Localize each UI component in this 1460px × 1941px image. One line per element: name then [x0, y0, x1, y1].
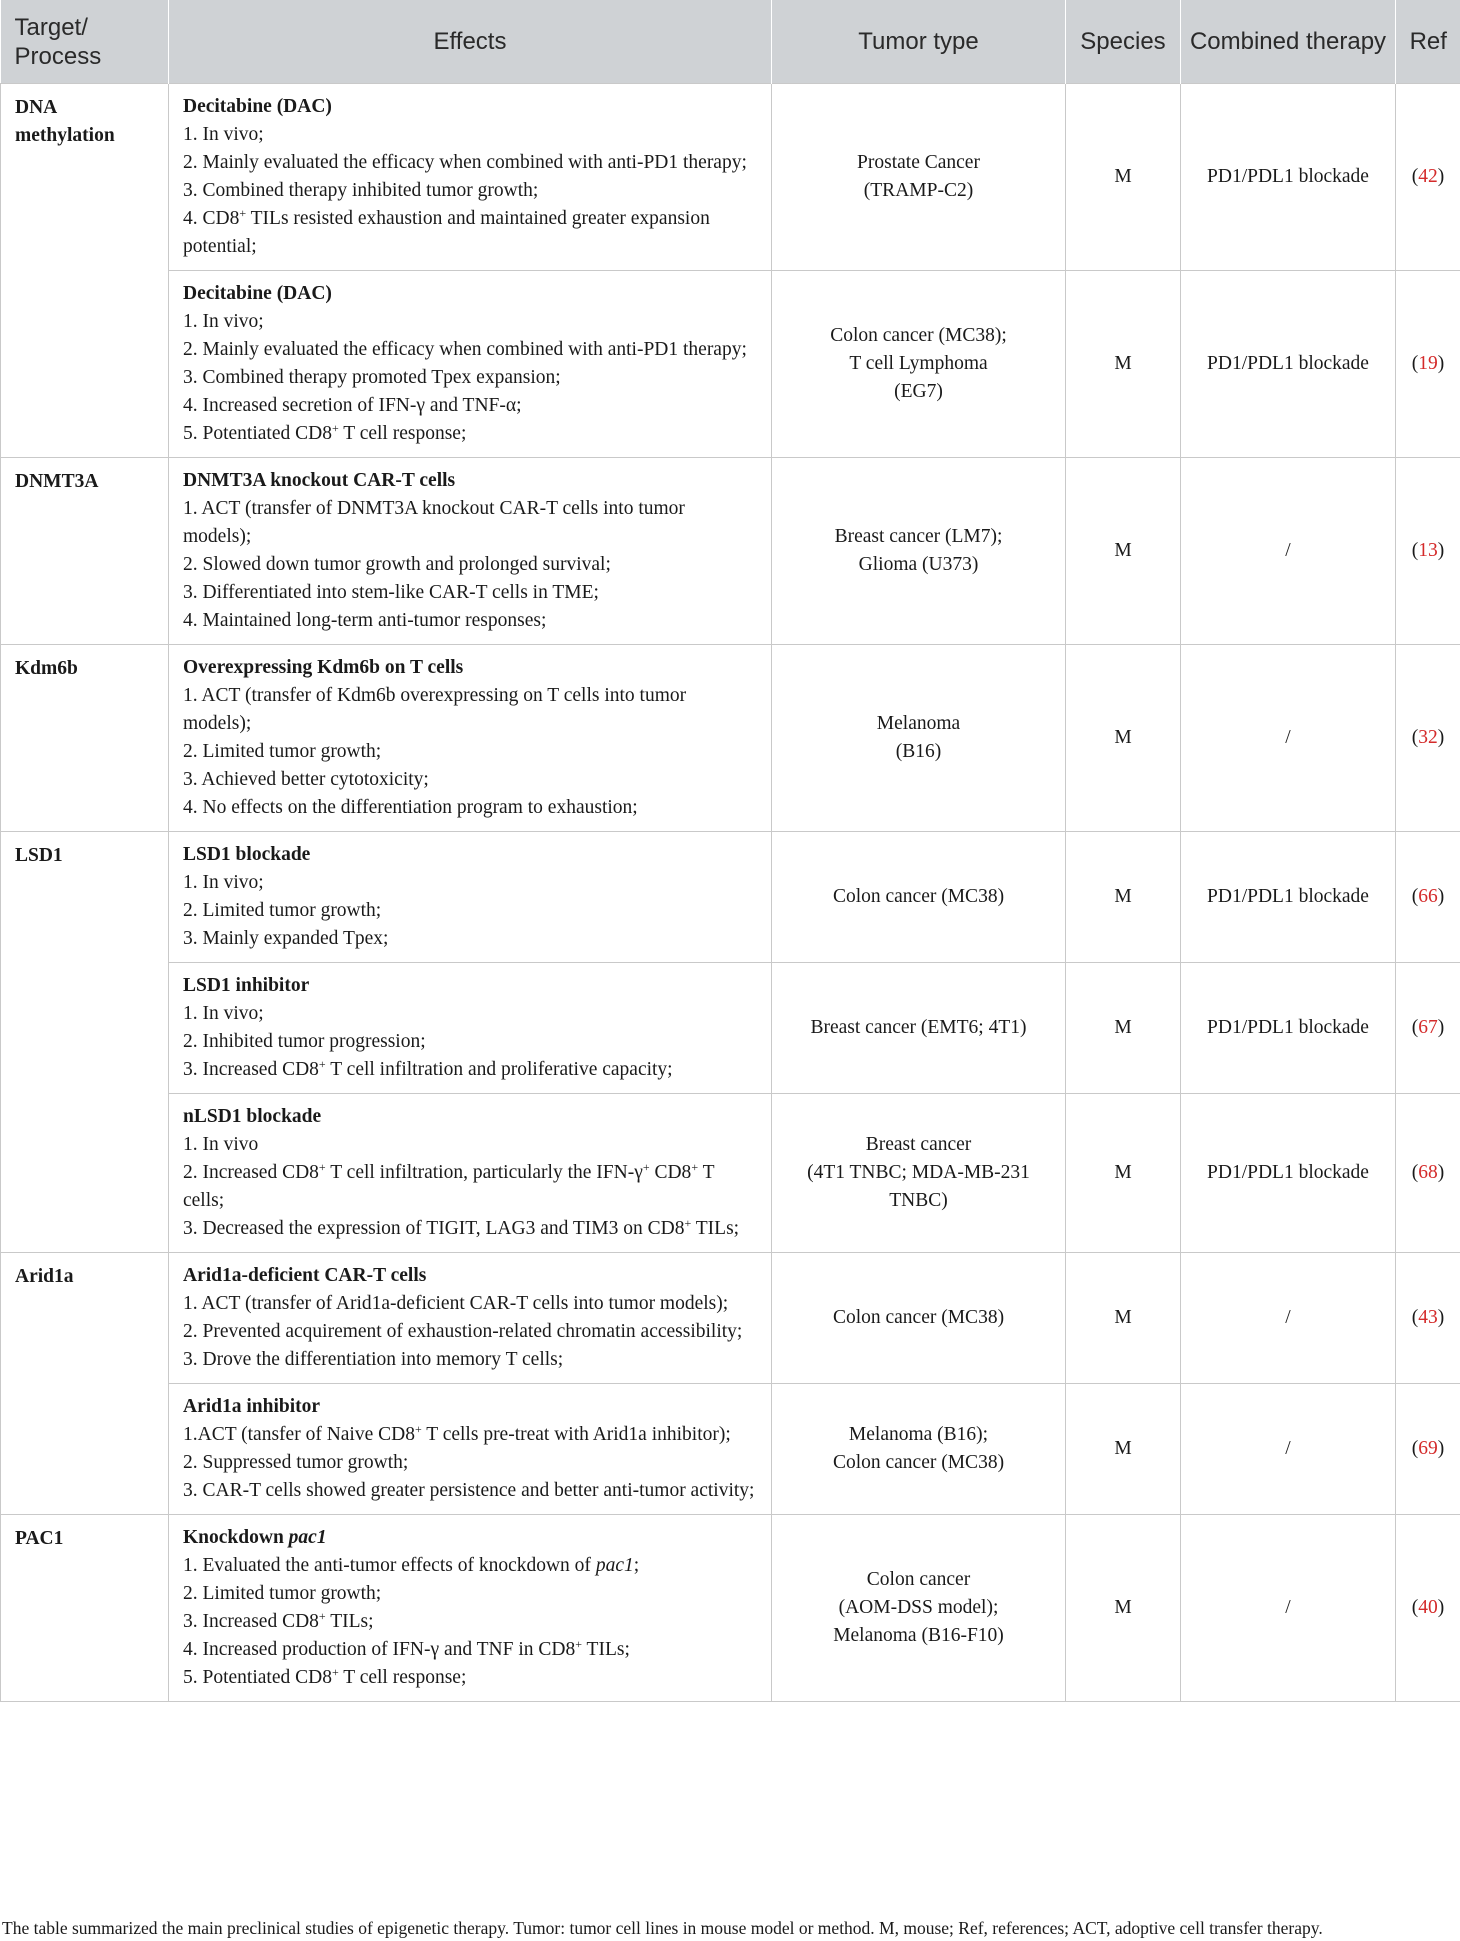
header-combined-therapy: Combined therapy	[1181, 0, 1396, 84]
effects-line: 2. Increased CD8+ T cell infiltration, particularly the IFN-γ+ CD8+ T cells;	[183, 1160, 715, 1211]
effects-line: 2. Mainly evaluated the efficacy when combined with anti-PD1 therapy;	[183, 339, 747, 360]
tumor-type-line: (EG7)	[894, 381, 943, 402]
effects-line: 1. ACT (transfer of Arid1a-deficient CAR-T cells into tumor models);	[183, 1293, 729, 1314]
effects-line: 2. Inhibited tumor progression;	[183, 1031, 426, 1052]
header-effects: Effects	[169, 0, 772, 84]
reference-link[interactable]: 68	[1418, 1162, 1438, 1183]
effects-line: 2. Limited tumor growth;	[183, 741, 382, 762]
reference-link[interactable]: 19	[1418, 353, 1438, 374]
effects-line: 2. Slowed down tumor growth and prolonged survival;	[183, 554, 611, 575]
table-row	[1, 832, 1460, 963]
effects-line: 4. Increased secretion of IFN-γ and TNF-α;	[183, 395, 522, 416]
tumor-type-line: TNBC)	[889, 1190, 948, 1211]
combined-therapy-cell: PD1/PDL1 blockade	[1181, 1094, 1396, 1253]
combined-therapy-cell: /	[1181, 1384, 1396, 1515]
species-cell: M	[1066, 963, 1181, 1094]
tumor-type-line: Breast cancer (EMT6; 4T1)	[810, 1017, 1027, 1038]
tumor-type-cell	[772, 84, 1066, 271]
tumor-type-cell	[772, 458, 1066, 645]
target-cell: Arid1a	[1, 1253, 169, 1515]
tumor-type-line: Colon cancer (MC38)	[832, 1452, 1005, 1473]
tumor-type-line: Melanoma (B16-F10)	[833, 1625, 1004, 1646]
ref-cell: (42)	[1396, 84, 1460, 271]
reference-link[interactable]: 43	[1418, 1307, 1438, 1328]
tumor-type-line: T cell Lymphoma	[849, 353, 988, 374]
effects-line: 2. Suppressed tumor growth;	[183, 1452, 409, 1473]
combined-therapy-cell: PD1/PDL1 blockade	[1181, 271, 1396, 458]
species-cell: M	[1066, 1515, 1181, 1702]
effects-line: 2. Limited tumor growth;	[183, 900, 382, 921]
effects-line: 2. Mainly evaluated the efficacy when combined with anti-PD1 therapy;	[183, 152, 747, 173]
reference-link[interactable]: 66	[1418, 886, 1438, 907]
tumor-type-line: Melanoma (B16);	[848, 1424, 989, 1445]
table-footnote: The table summarized the main preclinical studies of epigenetic therapy. Tumor: tumor cell lines in mouse model or method. M, mouse; Ref, references; ACT, adoptive cell transfer therapy.	[2, 1918, 1323, 1938]
tumor-type-line: (4T1 TNBC; MDA-MB-231	[807, 1162, 1030, 1183]
reference-link[interactable]: 67	[1418, 1017, 1438, 1038]
reference-link[interactable]: 32	[1418, 727, 1438, 748]
species-cell: M	[1066, 1384, 1181, 1515]
species-cell: M	[1066, 832, 1181, 963]
target-cell: Kdm6b	[1, 645, 169, 832]
tumor-type-cell	[772, 1253, 1066, 1384]
effects-title: LSD1 inhibitor	[183, 975, 310, 996]
effects-line: 3. Achieved better cytotoxicity;	[183, 769, 429, 790]
effects-title: Decitabine (DAC)	[183, 283, 332, 304]
effects-line: 1. ACT (transfer of DNMT3A knockout CAR-T cells into tumor models);	[183, 498, 685, 547]
effects-line: 1. Evaluated the anti-tumor effects of knockdown of pac1;	[183, 1555, 640, 1576]
effects-title: Arid1a-deficient CAR-T cells	[183, 1265, 427, 1286]
effects-cell	[169, 458, 772, 645]
effects-cell	[169, 1094, 772, 1253]
effects-line: 2. Prevented acquirement of exhaustion-related chromatin accessibility;	[183, 1321, 743, 1342]
tumor-type-cell	[772, 832, 1066, 963]
tumor-type-line: Melanoma	[876, 713, 961, 734]
effects-line: 2. Limited tumor growth;	[183, 1583, 382, 1604]
ref-cell: (40)	[1396, 1515, 1460, 1702]
effects-title: Overexpressing Kdm6b on T cells	[183, 657, 464, 678]
species-cell: M	[1066, 84, 1181, 271]
species-cell: M	[1066, 1094, 1181, 1253]
table-row	[1, 645, 1460, 832]
ref-cell: (13)	[1396, 458, 1460, 645]
effects-line: 1. In vivo;	[183, 124, 264, 145]
tumor-type-line: Prostate Cancer	[857, 152, 980, 173]
target-cell: PAC1	[1, 1515, 169, 1702]
combined-therapy-cell: /	[1181, 645, 1396, 832]
tumor-type-line: Breast cancer (LM7);	[834, 526, 1003, 547]
header-row	[1, 0, 1460, 84]
tumor-type-line: (B16)	[895, 741, 942, 762]
effects-line: 5. Potentiated CD8+ T cell response;	[183, 421, 467, 444]
tumor-type-line: (AOM-DSS model);	[838, 1597, 999, 1618]
ref-cell: (67)	[1396, 963, 1460, 1094]
table-row	[1, 458, 1460, 645]
ref-cell: (68)	[1396, 1094, 1460, 1253]
combined-therapy-cell: /	[1181, 1515, 1396, 1702]
table-row	[1, 1094, 1460, 1253]
reference-link[interactable]: 69	[1418, 1438, 1438, 1459]
reference-link[interactable]: 13	[1418, 540, 1438, 561]
tumor-type-cell	[772, 271, 1066, 458]
reference-link[interactable]: 40	[1418, 1597, 1438, 1618]
species-cell: M	[1066, 1253, 1181, 1384]
target-cell: LSD1	[1, 832, 169, 1253]
table-row	[1, 84, 1460, 271]
tumor-type-line: Breast cancer	[865, 1134, 972, 1155]
ref-cell: (43)	[1396, 1253, 1460, 1384]
effects-line: 3. Increased CD8+ T cell infiltration and proliferative capacity;	[183, 1057, 673, 1080]
tumor-type-cell	[772, 1094, 1066, 1253]
ref-cell: (66)	[1396, 832, 1460, 963]
effects-line: 4. No effects on the differentiation program to exhaustion;	[183, 797, 638, 818]
effects-title: Decitabine (DAC)	[183, 96, 332, 117]
effects-cell	[169, 1384, 772, 1515]
effects-cell	[169, 84, 772, 271]
tumor-type-line: Glioma (U373)	[858, 554, 979, 575]
header-tumor-type: Tumor type	[772, 0, 1066, 84]
table-row	[1, 1384, 1460, 1515]
effects-title: DNMT3A knockout CAR-T cells	[183, 470, 456, 491]
effects-line: 3. Combined therapy inhibited tumor growth;	[183, 180, 539, 201]
tumor-type-line: (TRAMP-C2)	[863, 180, 974, 201]
target-cell: DNA methylation	[1, 84, 169, 458]
ref-cell: (19)	[1396, 271, 1460, 458]
effects-line: 3. Drove the differentiation into memory T cells;	[183, 1349, 564, 1370]
ref-cell: (32)	[1396, 645, 1460, 832]
effects-title: LSD1 blockade	[183, 844, 311, 865]
effects-line: 3. Increased CD8+ TILs;	[183, 1609, 374, 1632]
species-cell: M	[1066, 271, 1181, 458]
combined-therapy-cell: /	[1181, 1253, 1396, 1384]
effects-title: nLSD1 blockade	[183, 1106, 322, 1127]
effects-title: Arid1a inhibitor	[183, 1396, 321, 1417]
header-target: Target/ Process	[1, 0, 169, 84]
effects-line: 1. In vivo;	[183, 311, 264, 332]
effects-line: 1. ACT (transfer of Kdm6b overexpressing on T cells into tumor models);	[183, 685, 687, 734]
effects-cell	[169, 1253, 772, 1384]
table-row	[1, 1253, 1460, 1384]
effects-line: 1. In vivo;	[183, 1003, 264, 1024]
effects-cell	[169, 271, 772, 458]
table-body	[1, 84, 1460, 1702]
effects-title: Knockdown pac1	[183, 1527, 327, 1548]
tumor-type-line: Colon cancer	[866, 1569, 971, 1590]
header-species: Species	[1066, 0, 1181, 84]
effects-line: 1. In vivo;	[183, 872, 264, 893]
tumor-type-cell	[772, 645, 1066, 832]
tumor-type-cell	[772, 1384, 1066, 1515]
effects-cell	[169, 832, 772, 963]
reference-link[interactable]: 42	[1418, 166, 1438, 187]
effects-line: 3. CAR-T cells showed greater persistence and better anti-tumor activity;	[183, 1480, 755, 1501]
effects-cell	[169, 645, 772, 832]
tumor-type-cell	[772, 1515, 1066, 1702]
effects-cell	[169, 963, 772, 1094]
table-row	[1, 1515, 1460, 1702]
combined-therapy-cell: PD1/PDL1 blockade	[1181, 963, 1396, 1094]
table-row	[1, 963, 1460, 1094]
tumor-type-line: Colon cancer (MC38)	[832, 1307, 1005, 1328]
table-row	[1, 271, 1460, 458]
effects-line: 3. Decreased the expression of TIGIT, LAG3 and TIM3 on CD8+ TILs;	[183, 1216, 740, 1239]
species-cell: M	[1066, 645, 1181, 832]
tumor-type-line: Colon cancer (MC38);	[830, 325, 1007, 346]
effects-line: 3. Differentiated into stem-like CAR-T cells in TME;	[183, 582, 599, 603]
species-cell: M	[1066, 458, 1181, 645]
effects-line: 4. Maintained long-term anti-tumor responses;	[183, 610, 547, 631]
effects-line: 1. In vivo	[183, 1134, 259, 1155]
effects-line: 1.ACT (tansfer of Naive CD8+ T cells pre-treat with Arid1a inhibitor);	[183, 1422, 731, 1445]
effects-cell	[169, 1515, 772, 1702]
target-cell: DNMT3A	[1, 458, 169, 645]
combined-therapy-cell: PD1/PDL1 blockade	[1181, 832, 1396, 963]
tumor-type-line: Colon cancer (MC38)	[832, 886, 1005, 907]
effects-line: 3. Combined therapy promoted Tpex expansion;	[183, 367, 561, 388]
effects-line: 4. Increased production of IFN-γ and TNF in CD8+ TILs;	[183, 1637, 630, 1660]
combined-therapy-cell: /	[1181, 458, 1396, 645]
combined-therapy-cell: PD1/PDL1 blockade	[1181, 84, 1396, 271]
effects-line: 5. Potentiated CD8+ T cell response;	[183, 1665, 467, 1688]
header-ref: Ref	[1396, 0, 1460, 84]
ref-cell: (69)	[1396, 1384, 1460, 1515]
effects-line: 3. Mainly expanded Tpex;	[183, 928, 389, 949]
tumor-type-cell	[772, 963, 1066, 1094]
effects-line: 4. CD8+ TILs resisted exhaustion and maintained greater expansion potential;	[183, 206, 710, 257]
